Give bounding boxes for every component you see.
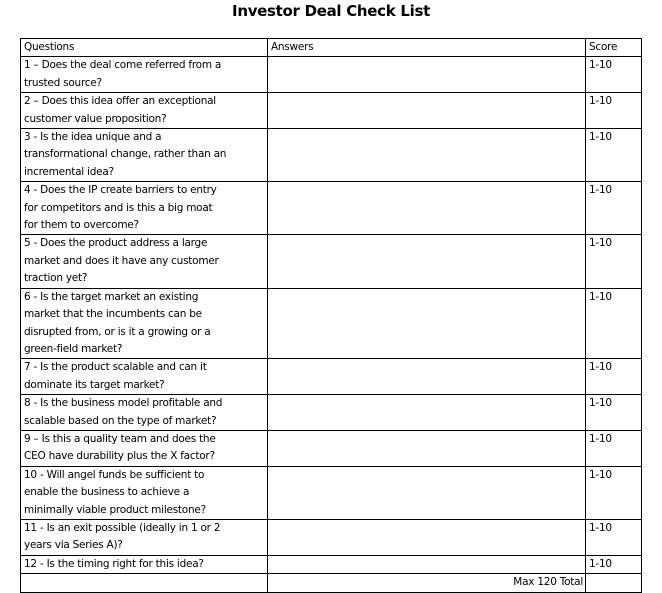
question-text-line: 1 – Does the deal come referred from a: [24, 59, 222, 72]
question-row: [21, 288, 642, 359]
question-text-line: 9 – Is this a quality team and does the: [24, 432, 216, 445]
checklist-table: [20, 38, 642, 593]
score-cell[interactable]: 1-10: [586, 129, 642, 182]
question-text-line: 6 - Is the target market an existing: [24, 290, 199, 303]
question-text-line: enable the business to achieve a: [24, 486, 190, 499]
question-text-line: dominate its target market?: [24, 378, 165, 391]
question-cell: [21, 555, 268, 573]
answer-cell[interactable]: [268, 359, 586, 395]
question-row: [21, 129, 642, 182]
question-text-line: CEO have durability plus the X factor?: [24, 450, 215, 463]
question-text-line: 10 - Will angel funds be sufficient to: [24, 468, 205, 481]
question-row: [21, 235, 642, 288]
total-row: [21, 574, 642, 592]
question-cell: [21, 57, 268, 93]
question-text-line: 7 - Is the product scalable and can it: [24, 361, 207, 374]
total-row-question-cell: [21, 574, 268, 592]
question-row: [21, 555, 642, 573]
score-cell[interactable]: 1-10: [586, 395, 642, 431]
score-cell[interactable]: 1-10: [586, 182, 642, 235]
total-score-cell[interactable]: [586, 574, 642, 592]
answer-cell[interactable]: [268, 395, 586, 431]
score-cell[interactable]: 1-10: [586, 519, 642, 555]
question-cell: [21, 359, 268, 395]
question-cell: [21, 182, 268, 235]
header-score: Score: [586, 39, 642, 57]
question-row: [21, 359, 642, 395]
question-text-line: 11 - Is an exit possible (ideally in 1 or 2: [24, 521, 221, 534]
answer-cell[interactable]: [268, 519, 586, 555]
question-text-line: disrupted from, or is it a growing or a: [24, 325, 211, 338]
score-cell[interactable]: 1-10: [586, 93, 642, 129]
question-row: [21, 93, 642, 129]
question-text-line: incremental idea?: [24, 165, 114, 178]
question-text-line: transformational change, rather than an: [24, 148, 227, 161]
question-cell: [21, 235, 268, 288]
answer-cell[interactable]: [268, 93, 586, 129]
header-questions: Questions: [21, 39, 268, 57]
question-cell: [21, 519, 268, 555]
question-text-line: customer value proposition?: [24, 112, 167, 125]
question-cell: [21, 466, 268, 519]
question-cell: [21, 430, 268, 466]
header-row: [21, 39, 642, 57]
answer-cell[interactable]: [268, 235, 586, 288]
score-cell[interactable]: 1-10: [586, 57, 642, 93]
question-row: [21, 57, 642, 93]
question-cell: [21, 129, 268, 182]
score-cell[interactable]: 1-10: [586, 359, 642, 395]
question-cell: [21, 288, 268, 359]
question-text-line: minimally viable product milestone?: [24, 503, 206, 516]
question-text-line: for competitors and is this a big moat: [24, 201, 213, 214]
question-text-line: green-field market?: [24, 342, 123, 355]
question-cell: [21, 395, 268, 431]
question-row: [21, 395, 642, 431]
question-text-line: traction yet?: [24, 272, 88, 285]
question-text-line: 5 - Does the product address a large: [24, 237, 208, 250]
question-text-line: 2 – Does this idea offer an exceptional: [24, 95, 216, 108]
question-text-line: 8 - Is the business model profitable and: [24, 397, 223, 410]
question-text-line: years via Series A)?: [24, 539, 123, 552]
answer-cell[interactable]: [268, 288, 586, 359]
question-row: [21, 519, 642, 555]
score-cell[interactable]: 1-10: [586, 430, 642, 466]
question-text-line: 4 - Does the IP create barriers to entry: [24, 184, 217, 197]
question-text-line: 3 - Is the idea unique and a: [24, 131, 162, 144]
document-title: Investor Deal Check List: [232, 2, 430, 20]
question-row: [21, 182, 642, 235]
answer-cell[interactable]: [268, 466, 586, 519]
question-text-line: 12 - Is the timing right for this idea?: [24, 557, 204, 570]
answer-cell[interactable]: [268, 129, 586, 182]
question-text-line: scalable based on the type of market?: [24, 414, 217, 427]
answer-cell[interactable]: [268, 57, 586, 93]
question-row: [21, 430, 642, 466]
question-cell: [21, 93, 268, 129]
answer-cell[interactable]: [268, 555, 586, 573]
score-cell[interactable]: 1-10: [586, 288, 642, 359]
score-cell[interactable]: 1-10: [586, 555, 642, 573]
score-cell[interactable]: 1-10: [586, 235, 642, 288]
checklist-body: [21, 39, 642, 593]
answer-cell[interactable]: [268, 430, 586, 466]
header-answers: Answers: [268, 39, 586, 57]
question-text-line: trusted source?: [24, 76, 102, 89]
answer-cell[interactable]: [268, 182, 586, 235]
max-total-label: Max 120 Total: [268, 574, 586, 592]
question-row: [21, 466, 642, 519]
score-cell[interactable]: 1-10: [586, 466, 642, 519]
question-text-line: market and does it have any customer: [24, 254, 219, 267]
question-text-line: for them to overcome?: [24, 219, 139, 232]
question-text-line: market that the incumbents can be: [24, 308, 202, 321]
